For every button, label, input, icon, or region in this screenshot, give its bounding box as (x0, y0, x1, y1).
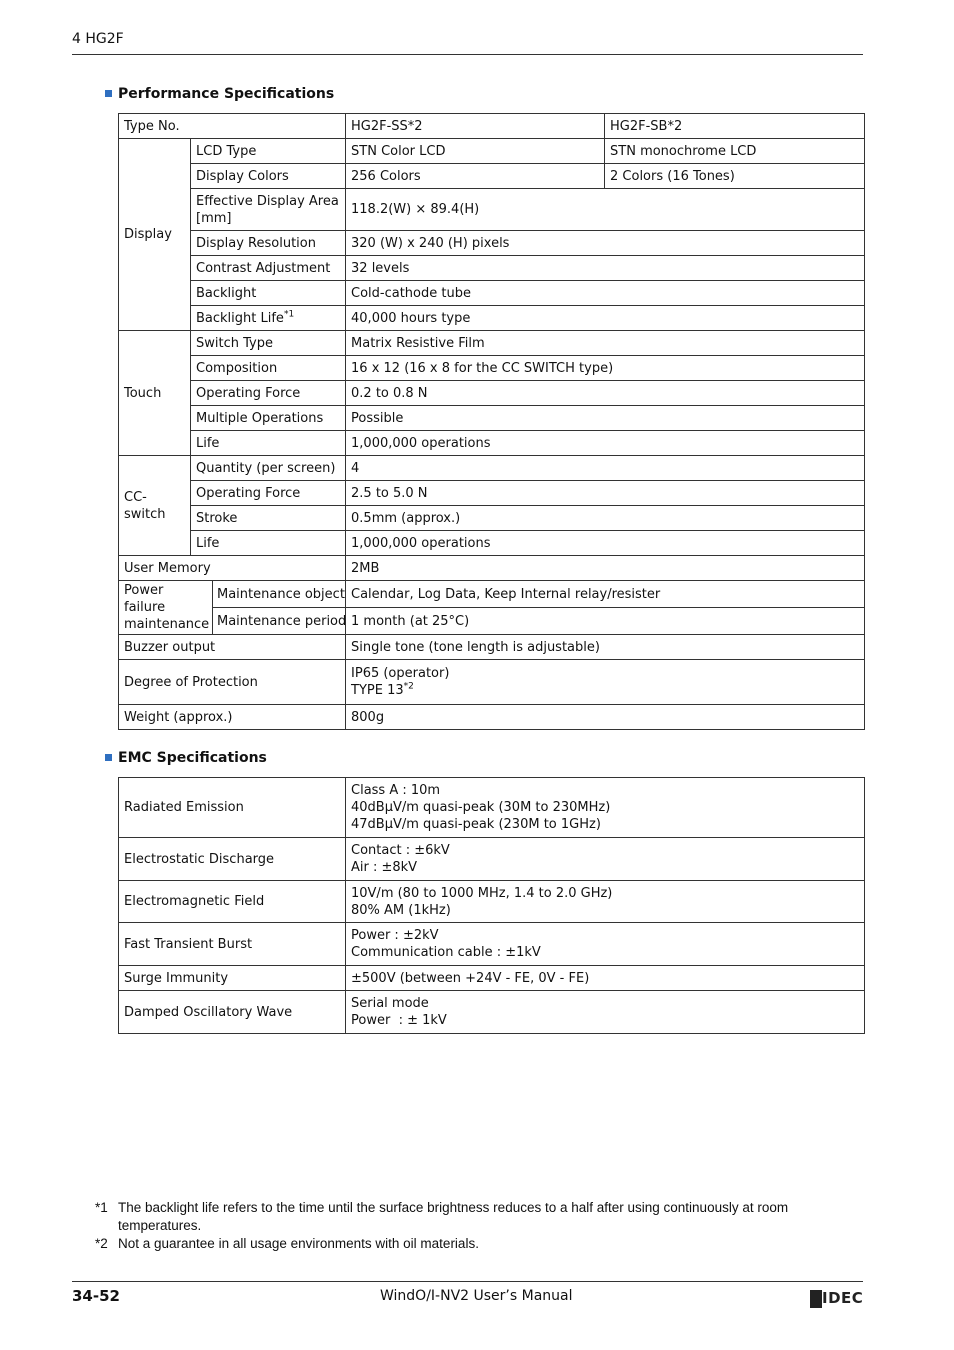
cell-value: 256 Colors (346, 164, 605, 189)
display-group-label: Display (119, 139, 191, 331)
cell-value: 2 Colors (16 Tones) (605, 164, 865, 189)
row-label: Operating Force (191, 381, 346, 406)
value-line: Power : ± 1kV (351, 1013, 447, 1028)
row-label: Stroke (191, 506, 346, 531)
row-label: Electrostatic Discharge (119, 838, 346, 881)
table-row (119, 881, 865, 923)
table-row (119, 164, 865, 189)
row-label: Damped Oscillatory Wave (119, 991, 346, 1034)
table-row (119, 306, 865, 331)
table-row (119, 923, 865, 966)
type-no-label: Type No. (119, 114, 346, 139)
cell-value: 1,000,000 operations (346, 431, 865, 456)
cell-value (346, 991, 865, 1034)
manual-title: WindO/I-NV2 User’s Manual (380, 1288, 573, 1304)
value-line: Communication cable : ±1kV (351, 945, 541, 960)
row-label: Quantity (per screen) (191, 456, 346, 481)
table-row (119, 356, 865, 381)
cell-value: 16 x 12 (16 x 8 for the CC SWITCH type) (346, 356, 865, 381)
row-label: LCD Type (191, 139, 346, 164)
cell-value: 0.5mm (approx.) (346, 506, 865, 531)
footnote-2 (95, 1235, 815, 1253)
table-row (119, 406, 865, 431)
idec-logo (810, 1290, 864, 1308)
type-ss-header: HG2F-SS*2 (346, 114, 605, 139)
emc-section-title (105, 750, 267, 766)
row-label: Fast Transient Burst (119, 923, 346, 966)
touch-group-label: Touch (119, 331, 191, 456)
emc-title-text: EMC Specifications (118, 750, 267, 766)
performance-section-title (105, 86, 334, 102)
cell-value: STN monochrome LCD (605, 139, 865, 164)
table-row (119, 531, 865, 556)
table-row (119, 608, 865, 635)
cc-switch-group-label: CC-switch (119, 456, 191, 556)
emc-spec-table (118, 777, 865, 1034)
row-label: Degree of Protection (119, 660, 346, 705)
cell-value: 800g (346, 705, 865, 730)
cell-value: 2MB (346, 556, 865, 581)
table-row (119, 966, 865, 991)
value-line: Serial mode (351, 996, 429, 1011)
cell-value: 32 levels (346, 256, 865, 281)
cell-value (346, 660, 865, 705)
cell-value: Calendar, Log Data, Keep Internal relay/resister (346, 581, 865, 608)
row-label: User Memory (119, 556, 346, 581)
row-label: Operating Force (191, 481, 346, 506)
table-row (119, 705, 865, 730)
table-row (119, 635, 865, 660)
table-row (119, 331, 865, 356)
table-row (119, 431, 865, 456)
row-label: Display Resolution (191, 231, 346, 256)
logo-block (810, 1290, 822, 1308)
cell-value: 320 (W) x 240 (H) pixels (346, 231, 865, 256)
protection-type: TYPE 13 (351, 683, 404, 698)
footnote-mark: *2 (95, 1236, 108, 1251)
cell-value (346, 778, 865, 838)
row-label: Weight (approx.) (119, 705, 346, 730)
footnote-mark: *1 (95, 1200, 108, 1215)
performance-spec-table (118, 113, 865, 730)
cell-value: 4 (346, 456, 865, 481)
chapter-header: 4 HG2F (72, 31, 124, 47)
footnote-ref: *2 (403, 681, 414, 692)
logo-text: IDEC (822, 1289, 864, 1307)
cell-value: 1,000,000 operations (346, 531, 865, 556)
footer-divider (72, 1281, 863, 1282)
backlight-life-label: Backlight Life (196, 310, 284, 326)
footnote-ref: *1 (283, 309, 295, 320)
row-label: Buzzer output (119, 635, 346, 660)
table-row (119, 778, 865, 838)
value-line: Air : ±8kV (351, 860, 418, 875)
footnotes (95, 1199, 815, 1253)
table-row (119, 838, 865, 881)
type-sb-header: HG2F-SB*2 (605, 114, 865, 139)
cell-value (346, 881, 865, 923)
table-row (119, 456, 865, 481)
row-label: Switch Type (191, 331, 346, 356)
page-number: 34-52 (72, 1287, 120, 1305)
square-bullet-icon (105, 754, 112, 761)
cell-value: Possible (346, 406, 865, 431)
row-label: Multiple Operations (191, 406, 346, 431)
table-row (119, 189, 865, 231)
table-row (119, 139, 865, 164)
header-divider (72, 54, 863, 55)
table-row (119, 481, 865, 506)
value-line: 80% AM (1kHz) (351, 902, 451, 918)
footnote-text: Not a guarantee in all usage environments with oil materials. (118, 1236, 479, 1251)
row-label: Composition (191, 356, 346, 381)
row-label: Effective Display Area [mm] (191, 189, 346, 231)
table-row (119, 991, 865, 1034)
row-label: Life (191, 431, 346, 456)
table-row (119, 256, 865, 281)
value-line: Power : ±2kV (351, 928, 439, 943)
table-row (119, 556, 865, 581)
protection-line-2 (351, 682, 859, 699)
row-label: Surge Immunity (119, 966, 346, 991)
footnote-text: The backlight life refers to the time until the surface brightness reduces to a half after using continuously at room temperatures. (118, 1200, 789, 1233)
row-label: Electromagnetic Field (119, 881, 346, 923)
value-line: Contact : ±6kV (351, 843, 450, 858)
cell-value (346, 838, 865, 881)
cell-value: 40,000 hours type (346, 306, 865, 331)
value-line: 47dBμV/m quasi-peak (230M to 1GHz) (351, 817, 601, 832)
cell-value: 118.2(W) × 89.4(H) (346, 189, 865, 231)
row-label: Display Colors (191, 164, 346, 189)
row-label (191, 306, 346, 331)
cell-value: 2.5 to 5.0 N (346, 481, 865, 506)
cell-value: STN Color LCD (346, 139, 605, 164)
performance-title-text: Performance Specifications (118, 86, 335, 102)
row-label: Contrast Adjustment (191, 256, 346, 281)
row-label: Backlight (191, 281, 346, 306)
table-row (119, 381, 865, 406)
value-line: 10V/m (80 to 1000 MHz, 1.4 to 2.0 GHz) (351, 885, 613, 901)
protection-line-1: IP65 (operator) (351, 666, 450, 681)
cell-value: 1 month (at 25°C) (346, 608, 865, 635)
cell-value: Cold-cathode tube (346, 281, 865, 306)
table-row (119, 114, 865, 139)
table-row (119, 281, 865, 306)
power-failure-group-label: Power failure maintenance (119, 581, 213, 635)
table-row (119, 581, 865, 608)
table-row (119, 231, 865, 256)
table-row (119, 660, 865, 705)
cell-value: Matrix Resistive Film (346, 331, 865, 356)
row-label: Life (191, 531, 346, 556)
row-label: Maintenance object (213, 581, 346, 608)
cell-value: 0.2 to 0.8 N (346, 381, 865, 406)
cell-value: ±500V (between +24V - FE, 0V - FE) (346, 966, 865, 991)
value-line: 40dBμV/m quasi-peak (30M to 230MHz) (351, 800, 611, 815)
footnote-1 (95, 1199, 815, 1235)
row-label: Maintenance period (213, 608, 346, 635)
row-label: Radiated Emission (119, 778, 346, 838)
cell-value (346, 923, 865, 966)
cell-value: Single tone (tone length is adjustable) (346, 635, 865, 660)
square-bullet-icon (105, 90, 112, 97)
table-row (119, 506, 865, 531)
value-line: Class A : 10m (351, 783, 441, 798)
